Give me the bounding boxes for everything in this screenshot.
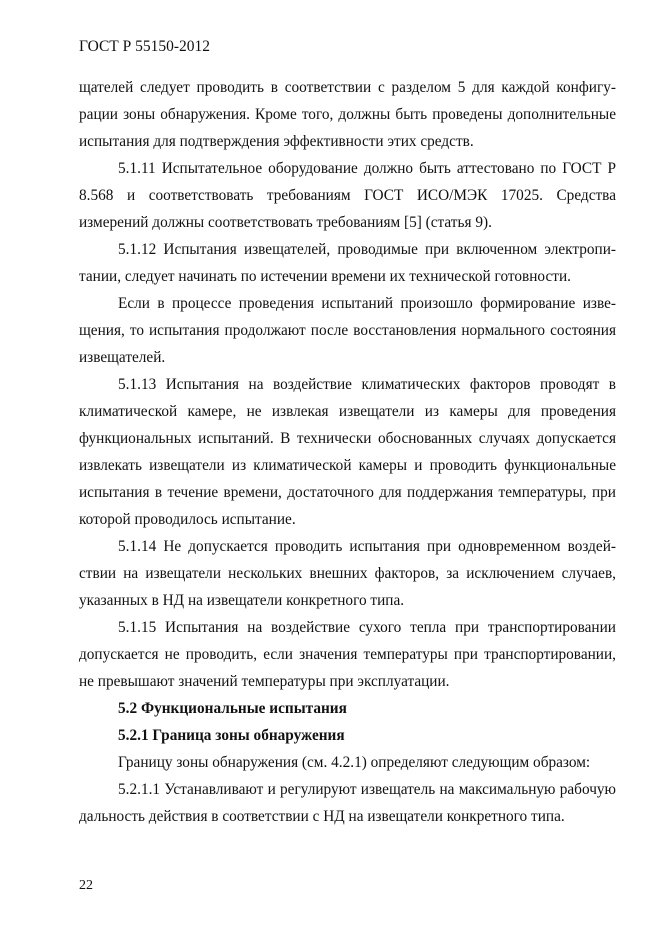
paragraph-5-1-13: 5.1.13 Испытания на воздействие климатических факторов проводят в климатической камере, не извлекая извещатели из камеры для проведения функциональных испытаний. В технически обоснованных случаях допускается извлекать извещатели из климатической камеры и проводить функциональные испытания в течение времени, достаточного для поддержания температуры, при которой проводилось испытание. [79, 376, 616, 528]
paragraph-5-1-15: 5.1.15 Испытания на воздействие сухого тепла при транспортировании допускается не проводить, если значения температуры при транспортировании, не превышают значений температуры при эксплуатации. [79, 619, 616, 690]
paragraph-5-2-1-1: 5.2.1.1 Устанавливают и регулируют извещатель на максимальную рабочую дальность действия в соответствии с НД на извещатели конкретного типа. [79, 781, 616, 825]
paragraph-5-2-1-intro: Границу зоны обнаружения (см. 4.2.1) определяют следующим образом: [118, 754, 591, 771]
paragraph-5-1-14: 5.1.14 Не допускается проводить испытания при одновременном воздействии на извещатели нескольких внешних факторов, за исключением случаев, указанных в НД на извещатели конкретного типа. [79, 538, 616, 609]
paragraph-continuation: щателей следует проводить в соответствии с разделом 5 для каждой конфигурации зоны обнаружения. Кроме того, должны быть проведены дополнительные испытания для подтверждения эффективности этих средств. [79, 79, 616, 150]
section-heading-5-2: 5.2 Функциональные испытания [118, 700, 347, 717]
document-body [79, 74, 616, 830]
paragraph-5-1-11: 5.1.11 Испытательное оборудование должно быть аттестовано по ГОСТ Р 8.568 и соответствовать требованиям ГОСТ ИСО/МЭК 17025. Средства измерений должны соответствовать требованиям [5] (статья 9). [79, 160, 616, 231]
page-number: 22 [79, 878, 93, 893]
section-heading-5-2-1: 5.2.1 Граница зоны обнаружения [118, 727, 345, 744]
running-header: ГОСТ Р 55150-2012 [79, 38, 211, 55]
paragraph-5-1-12-cont: Если в процессе проведения испытаний произошло формирование извещения, то испытания продолжают после восстановления нормального состояния извещателей. [79, 295, 616, 366]
paragraph-5-1-12: 5.1.12 Испытания извещателей, проводимые при включенном электропитании, следует начинать по истечении времени их технической готовности. [79, 241, 616, 285]
